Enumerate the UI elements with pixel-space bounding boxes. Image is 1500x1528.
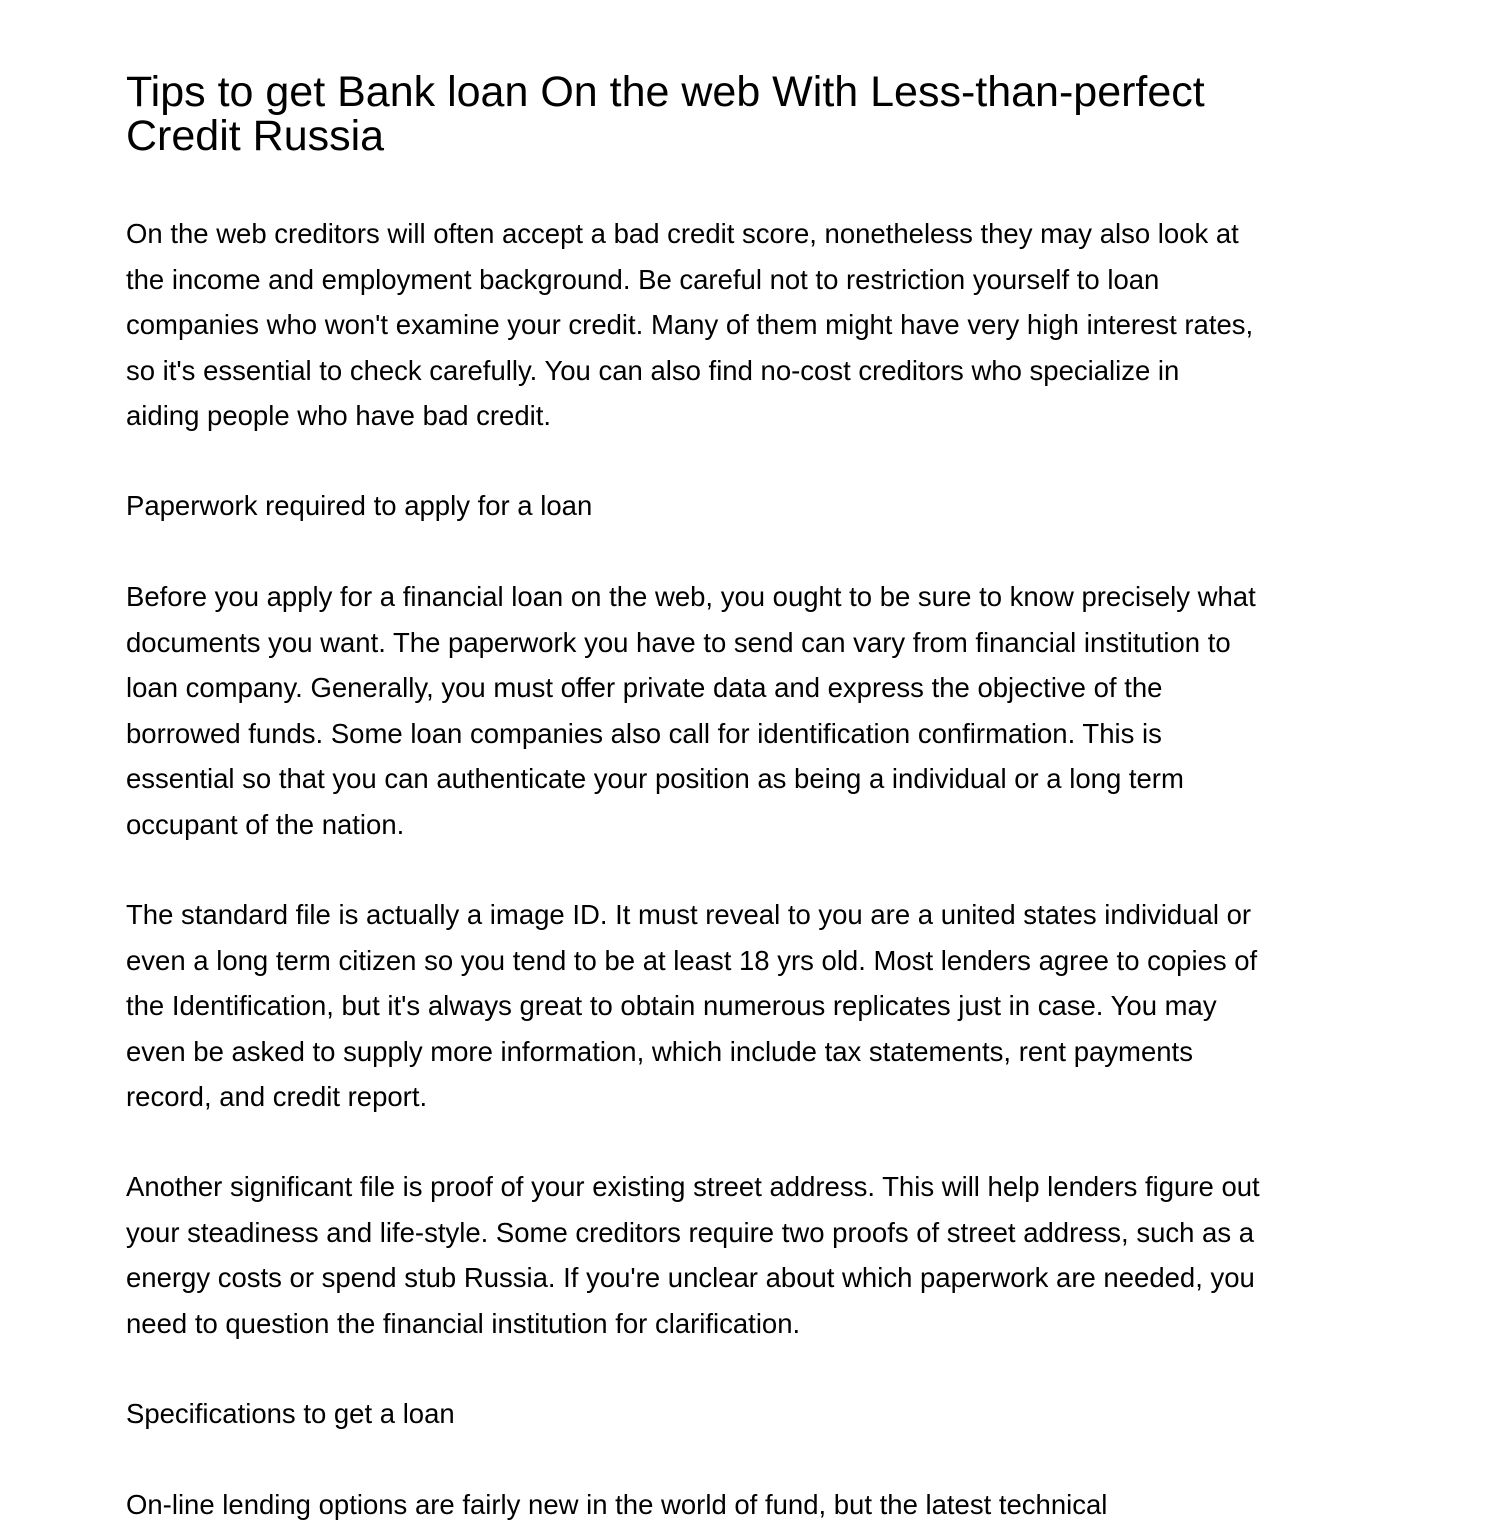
text-line: even be asked to supply more information, which include tax statements, rent payments bbox=[126, 1035, 1193, 1067]
text-line: the income and employment background. Be careful not to restriction yourself to loan bbox=[126, 263, 1160, 295]
text-line: Another significant file is proof of your existing street address. This will help lenders figure out bbox=[126, 1171, 1260, 1202]
text-line: occupant of the nation. bbox=[126, 808, 405, 840]
text-line: borrowed funds. Some loan companies also call for identification confirmation. This is bbox=[126, 717, 1162, 749]
text-line: so it's essential to check carefully. You can also find no-cost creditors who specialize in bbox=[126, 354, 1180, 386]
title-line: Tips to get Bank loan On the web With Less-than-perfect bbox=[126, 68, 1205, 116]
text-line: documents you want. The paperwork you have to send can vary from financial institution to bbox=[126, 626, 1231, 658]
paragraph-documents bbox=[126, 574, 1388, 847]
text-line: record, and credit report. bbox=[126, 1081, 428, 1112]
text-line: your steadiness and life-style. Some creditors require two proofs of street address, such as a bbox=[126, 1216, 1255, 1248]
section-heading-paperwork: Paperwork required to apply for a loan bbox=[126, 490, 593, 521]
text-line: loan company. Generally, you must offer private data and express the objective of the bbox=[126, 672, 1163, 703]
text-line: the Identification, but it's always great to obtain numerous replicates just in case. You may bbox=[126, 990, 1217, 1021]
text-line: even a long term citizen so you tend to be at least 18 yrs old. Most lenders agree to copies of bbox=[126, 944, 1258, 976]
paragraph-proof-of-address bbox=[126, 1164, 1388, 1346]
text-line: Before you apply for a financial loan on the web, you ought to be sure to know precisely what bbox=[126, 581, 1256, 612]
text-line: On-line lending options are fairly new in the world of fund, but the latest technical bbox=[126, 1489, 1108, 1520]
text-line: On the web creditors will often accept a bad credit score, nonetheless they may also look at bbox=[126, 218, 1239, 249]
title-line: Credit Russia bbox=[126, 112, 385, 160]
text-line: aiding people who have bad credit. bbox=[126, 400, 552, 431]
text-line: companies who won't examine your credit. Many of them might have very high interest rates, bbox=[126, 309, 1254, 340]
paragraph-online-lending bbox=[126, 1482, 1388, 1528]
paragraph-intro bbox=[126, 211, 1388, 439]
text-line: essential so that you can authenticate your position as being a individual or a long term bbox=[126, 763, 1184, 794]
text-line: need to question the financial institution for clarification. bbox=[126, 1307, 801, 1339]
document-title bbox=[126, 70, 1376, 158]
section-heading-specifications: Specifications to get a loan bbox=[126, 1398, 455, 1429]
text-line: The standard file is actually a image ID. It must reveal to you are a united states individual or bbox=[126, 899, 1252, 930]
text-line: energy costs or spend stub Russia. If you're unclear about which paperwork are needed, you bbox=[126, 1262, 1255, 1293]
paragraph-photo-id bbox=[126, 892, 1388, 1120]
